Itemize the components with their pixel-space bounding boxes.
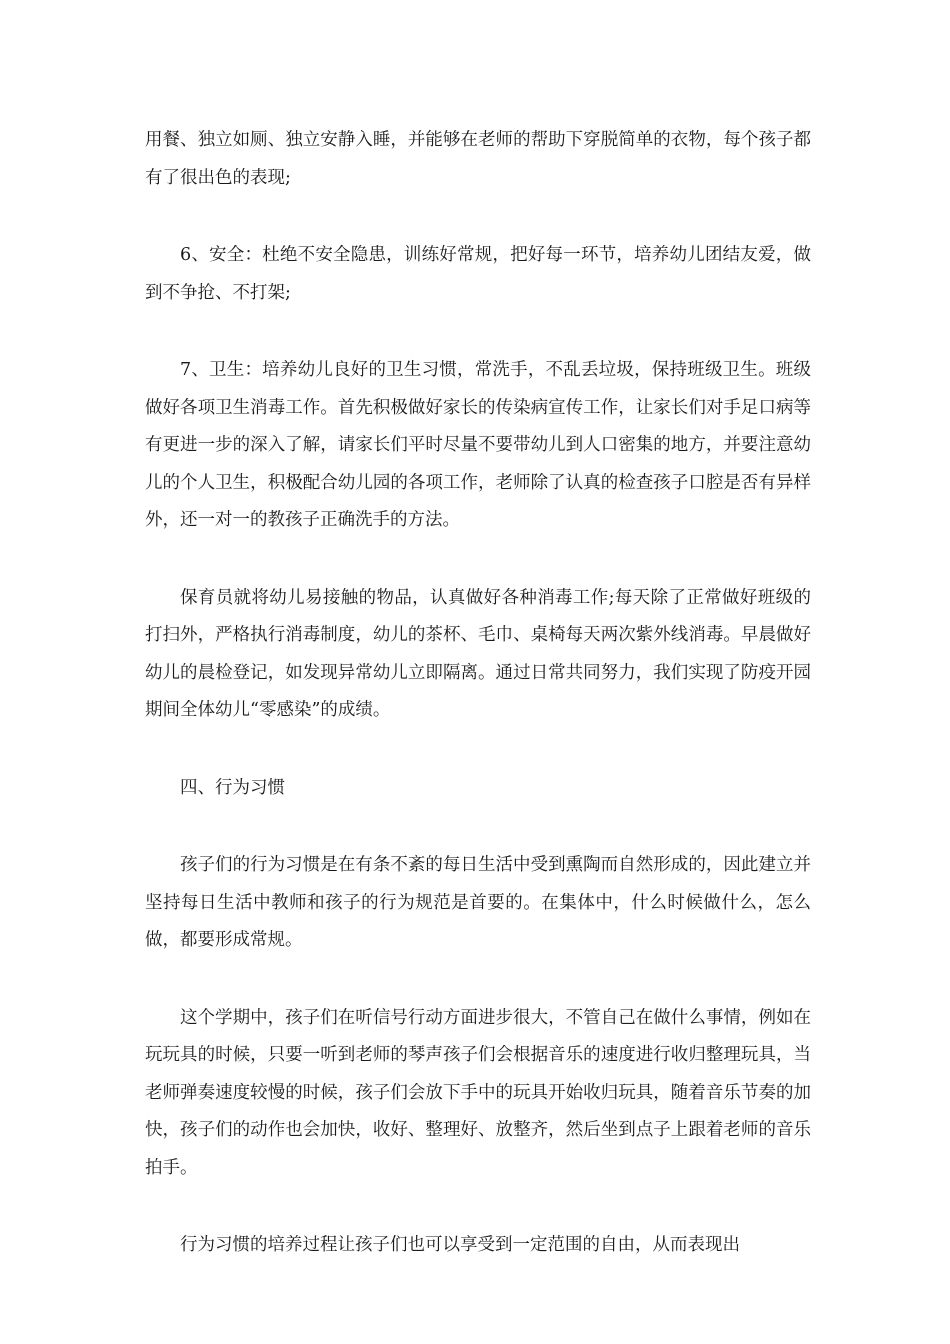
section-heading-behavior-habits: 四、行为习惯 <box>180 777 285 798</box>
paragraph-self-care-continued: 用餐、独立如厕、独立安静入睡，并能够在老师的帮助下穿脱简单的衣物，每个孩子都有了很出色的表现; <box>145 130 811 188</box>
paragraph-signal-response: 这个学期中，孩子们在听信号行动方面进步很大，不管自己在做什么事情，例如在玩玩具的时候，只要一听到老师的琴声孩子们会根据音乐的速度进行收归整理玩具，当老师弹奏速度较慢的时候，孩子们会放下手中的玩具开始收归玩具，随着音乐节奏的加快，孩子们的动作也会加快，收好、整理好、放整齐，然后坐到点子上跟着老师的音乐拍手。 <box>145 1007 811 1178</box>
paragraph-disinfection: 保育员就将幼儿易接触的物品，认真做好各种消毒工作;每天除了正常做好班级的打扫外，严格执行消毒制度，幼儿的茶杯、毛巾、桌椅每天两次紫外线消毒。早晨做好幼儿的晨检登记，如发现异常幼儿立即隔离。通过日常共同努力，我们实现了防疫开园期间全体幼儿“零感染”的成绩。 <box>145 587 811 720</box>
paragraph-hygiene: 7、卫生：培养幼儿良好的卫生习惯，常洗手，不乱丢垃圾，保持班级卫生。班级做好各项卫生消毒工作。首先积极做好家长的传染病宣传工作，让家长们对手足口病等有更进一步的深入了解，请家长们平时尽量不要带幼儿到人口密集的地方，并要注意幼儿的个人卫生，积极配合幼儿园的各项工作，老师除了认真的检查孩子口腔是否有异样外，还一对一的教孩子正确洗手的方法。 <box>145 360 811 530</box>
paragraph-safety: 6、安全：杜绝不安全隐患，训练好常规，把好每一环节，培养幼儿团结友爱，做到不争抢、不打架; <box>145 245 811 303</box>
paragraph-behavior-intro: 孩子们的行为习惯是在有条不紊的每日生活中受到熏陶而自然形成的，因此建立并坚持每日生活中教师和孩子的行为规范是首要的。在集体中，什么时候做什么，怎么做，都要形成常规。 <box>145 855 811 950</box>
document-body <box>145 122 811 1265</box>
paragraph-freedom: 行为习惯的培养过程让孩子们也可以享受到一定范围的自由，从而表现出 <box>180 1235 740 1255</box>
